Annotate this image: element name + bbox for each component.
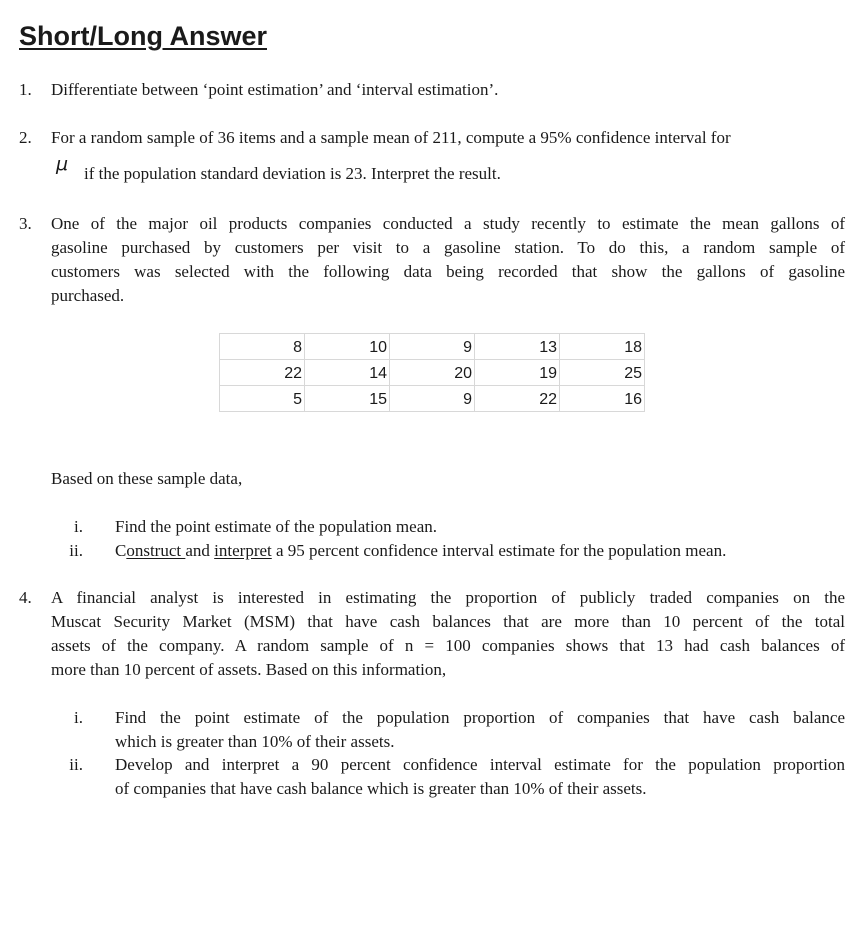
question-3-text <box>51 212 845 308</box>
question-4-part-ii-line-2: of companies that have cash balance which is greater than 10% of their assets. <box>115 779 647 798</box>
question-3-number: 3. <box>19 214 32 233</box>
question-4-line-4: more than 10 percent of assets. Based on this information, <box>51 660 447 679</box>
interpret-word: interpret <box>214 541 272 560</box>
table-cell: 25 <box>560 360 645 386</box>
table-cell: 9 <box>390 334 475 360</box>
question-3-lead-in: Based on these sample data, <box>51 469 243 488</box>
question-4-number: 4. <box>19 588 32 607</box>
question-4-part-ii-line-1: Develop and interpret a 90 percent confidence interval estimate for the population proportion <box>115 755 845 774</box>
table-cell: 20 <box>390 360 475 386</box>
question-4-part-i-text <box>115 706 845 754</box>
question-4-line-2: Muscat Security Market (MSM) that have cash balances that are more than 10 percent of the total <box>51 612 845 631</box>
question-4-part-i-line-1: Find the point estimate of the population proportion of companies that have cash balance <box>115 708 845 727</box>
question-4-part-ii-number: ii. <box>69 755 83 774</box>
table-cell: 9 <box>390 386 475 412</box>
table-cell: 22 <box>475 386 560 412</box>
table-cell: 13 <box>475 334 560 360</box>
table-cell: 8 <box>220 334 305 360</box>
table-cell: 19 <box>475 360 560 386</box>
gasoline-data-table <box>219 333 645 412</box>
table-row <box>220 386 645 412</box>
table-cell: 14 <box>305 360 390 386</box>
question-2-line-2: if the population standard deviation is 23. Interpret the result. <box>84 164 501 183</box>
question-3-line-2: gasoline purchased by customers per visit to a gasoline station. To do this, a random sample of <box>51 238 845 257</box>
construct-word: onstruct <box>126 541 186 560</box>
table-cell: 5 <box>220 386 305 412</box>
and-word: and <box>185 541 215 560</box>
question-3-line-4: purchased. <box>51 286 125 305</box>
question-1-number: 1. <box>19 80 32 99</box>
question-2-number: 2. <box>19 128 32 147</box>
table-cell: 10 <box>305 334 390 360</box>
table-cell: 15 <box>305 386 390 412</box>
question-4-text <box>51 586 845 682</box>
table-row <box>220 334 645 360</box>
construct-first-letter: C <box>115 541 127 560</box>
question-4-line-1: A financial analyst is interested in estimating the proportion of publicly traded companies on the <box>51 588 845 607</box>
table-cell: 16 <box>560 386 645 412</box>
question-2-line-1: For a random sample of 36 items and a sample mean of 211, compute a 95% confidence interval for <box>51 128 731 147</box>
table-row <box>220 360 645 386</box>
part-ii-rest: a 95 percent confidence interval estimate for the population mean. <box>271 541 727 560</box>
question-4-line-3: assets of the company. A random sample of n = 100 companies shows that 13 had cash balances of <box>51 636 845 655</box>
question-3-part-i-text: Find the point estimate of the population mean. <box>115 517 437 536</box>
question-4-part-ii-text <box>115 753 845 801</box>
mu-symbol: μ <box>56 153 69 175</box>
question-1-text: Differentiate between ‘point estimation’ and ‘interval estimation’. <box>51 80 499 99</box>
question-3-part-ii-number: ii. <box>69 541 83 560</box>
table-cell: 22 <box>220 360 305 386</box>
question-3-line-1: One of the major oil products companies conducted a study recently to estimate the mean gallons of <box>51 214 845 233</box>
question-3-part-ii-text <box>115 539 845 563</box>
question-3-line-3: customers was selected with the following data being recorded that show the gallons of gasoline <box>51 262 845 281</box>
question-3-part-i-number: i. <box>74 517 83 536</box>
question-4-part-i-number: i. <box>74 708 83 727</box>
page-title: Short/Long Answer <box>19 21 267 51</box>
question-4-part-i-line-2: which is greater than 10% of their assets. <box>115 732 395 751</box>
table-cell: 18 <box>560 334 645 360</box>
